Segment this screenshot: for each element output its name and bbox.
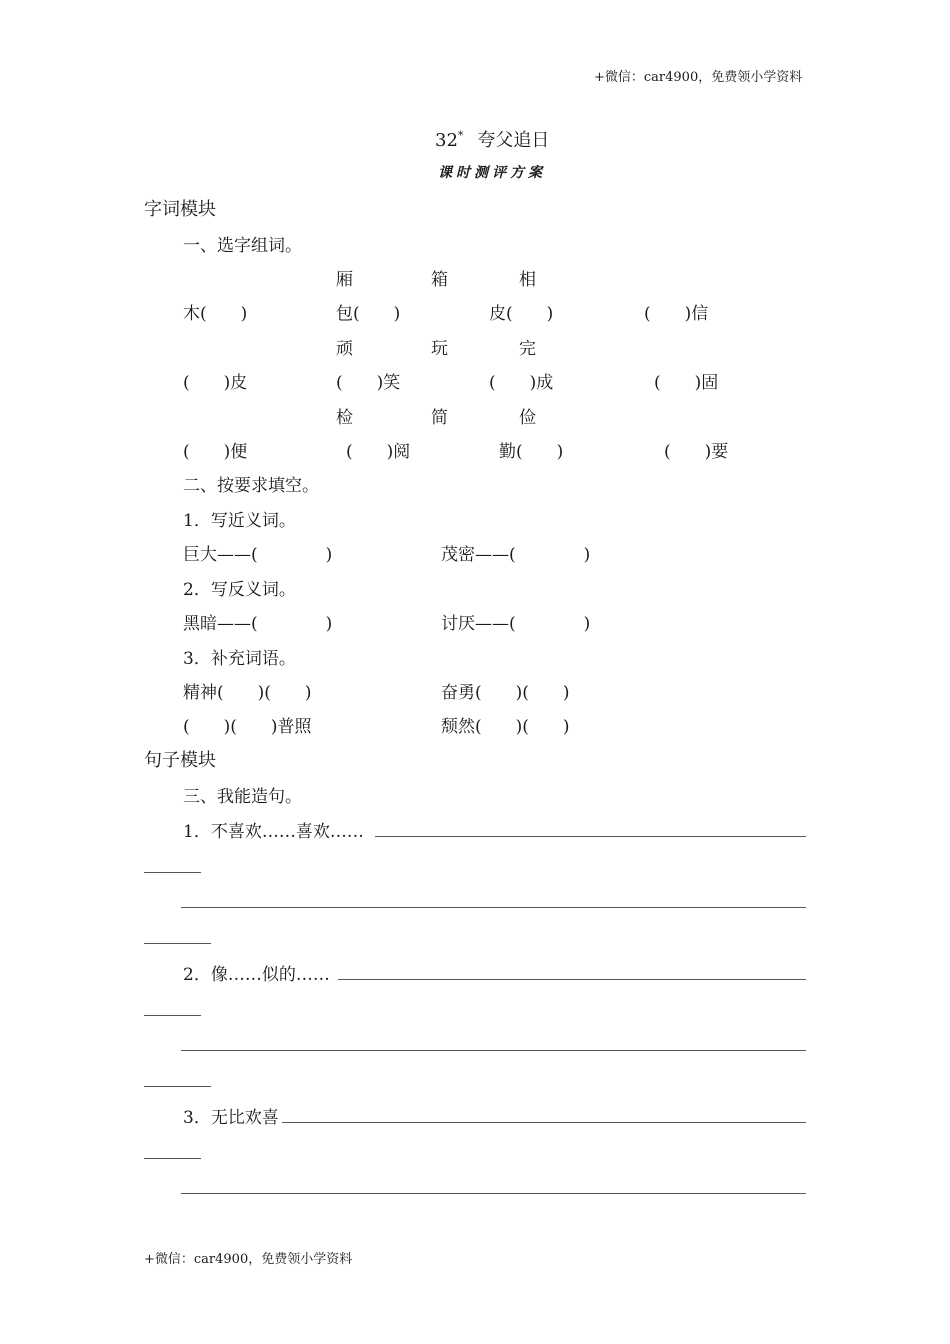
- q2-heading: 二、按要求填空。: [183, 476, 319, 496]
- answer-line[interactable]: [144, 1158, 201, 1159]
- q1-word-blank[interactable]: 勤( ): [499, 442, 564, 462]
- q1-word-blank[interactable]: ( )笑: [336, 373, 401, 393]
- q2-fill-blank[interactable]: 讨厌——( ): [441, 614, 591, 634]
- module-heading-sentences: 句子模块: [144, 750, 216, 771]
- q3-prompt: 1．不喜欢……喜欢……: [183, 822, 364, 842]
- q1-word-blank[interactable]: ( )皮: [183, 373, 248, 393]
- answer-line[interactable]: [144, 1086, 211, 1087]
- q1-char: 完: [519, 339, 536, 359]
- q1-word-blank[interactable]: ( )阅: [346, 442, 411, 462]
- header-note: +微信：car4900，免费领小学资料: [594, 70, 803, 85]
- q1-char: 俭: [519, 408, 536, 428]
- answer-line[interactable]: [144, 872, 201, 873]
- q3-heading: 三、我能造句。: [183, 787, 302, 807]
- q1-char: 检: [336, 408, 353, 428]
- lesson-star: *: [457, 129, 464, 142]
- lesson-title: 夸父追日: [477, 130, 550, 151]
- answer-line[interactable]: [144, 1015, 201, 1016]
- lesson-number: 32: [435, 130, 458, 151]
- q1-word-blank[interactable]: ( )便: [183, 442, 248, 462]
- q2-sub-heading: 3．补充词语。: [183, 649, 296, 669]
- answer-line[interactable]: [181, 1050, 806, 1051]
- answer-line[interactable]: [338, 979, 806, 980]
- q1-word-blank[interactable]: 包( ): [336, 304, 401, 324]
- footer-note: +微信：car4900，免费领小学资料: [144, 1252, 353, 1267]
- q1-word-blank[interactable]: 皮( ): [489, 304, 554, 324]
- q1-word-blank[interactable]: ( )固: [654, 373, 719, 393]
- page-subtitle: 课时测评方案: [438, 165, 546, 181]
- q1-heading: 一、选字组词。: [183, 236, 302, 256]
- q2-fill-blank[interactable]: 巨大——( ): [183, 545, 333, 565]
- q2-sub-heading: 2．写反义词。: [183, 580, 296, 600]
- q2-fill-blank[interactable]: 黑暗——( ): [183, 614, 333, 634]
- q2-fill-blank[interactable]: 颓然( )( ): [441, 717, 570, 737]
- q1-char: 简: [431, 408, 448, 428]
- q2-sub-heading: 1．写近义词。: [183, 511, 296, 531]
- answer-line[interactable]: [375, 836, 806, 837]
- q2-fill-blank[interactable]: 精神( )( ): [183, 683, 312, 703]
- q1-char: 玩: [431, 339, 448, 359]
- answer-line[interactable]: [181, 1193, 806, 1194]
- q1-word-blank[interactable]: 木( ): [183, 304, 248, 324]
- q3-prompt: 3．无比欢喜: [183, 1108, 279, 1128]
- q1-char: 箱: [431, 270, 448, 290]
- q2-fill-blank[interactable]: 茂密——( ): [441, 545, 591, 565]
- module-heading-words: 字词模块: [144, 199, 216, 220]
- answer-line[interactable]: [282, 1122, 806, 1123]
- q1-word-blank[interactable]: ( )要: [664, 442, 729, 462]
- q1-word-blank[interactable]: ( )成: [489, 373, 554, 393]
- q2-fill-blank[interactable]: 奋勇( )( ): [441, 683, 570, 703]
- q2-fill-blank[interactable]: ( )( )普照: [183, 717, 312, 737]
- q1-word-blank[interactable]: ( )信: [644, 304, 709, 324]
- answer-line[interactable]: [144, 943, 211, 944]
- q1-char: 厢: [336, 270, 353, 290]
- q1-char: 相: [519, 270, 536, 290]
- q3-prompt: 2．像……似的……: [183, 965, 330, 985]
- answer-line[interactable]: [181, 907, 806, 908]
- q1-char: 顽: [336, 339, 353, 359]
- page-title: [435, 126, 549, 152]
